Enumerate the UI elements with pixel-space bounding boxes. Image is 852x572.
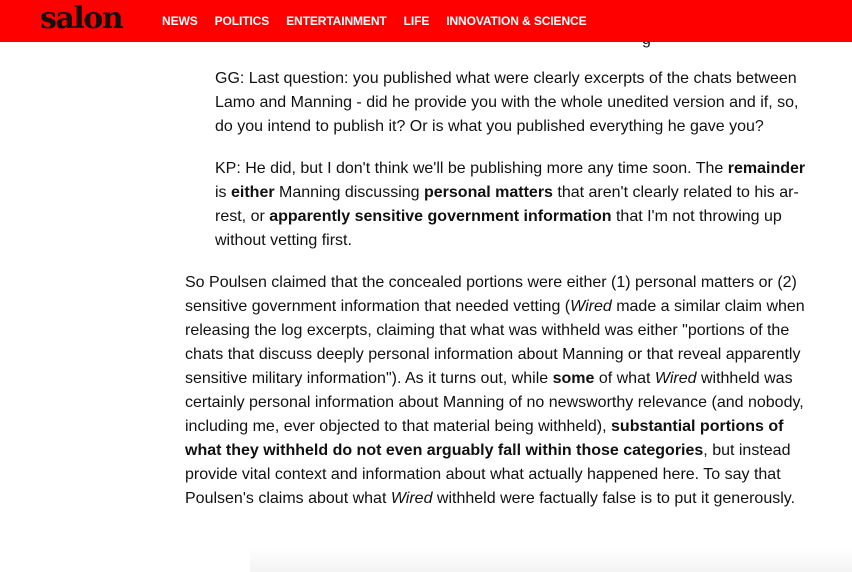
text-segment: that aren't clearly related to his arrest, or	[215, 184, 799, 225]
nav-innovation-science[interactable]: INNOVATION & SCIENCE	[446, 14, 587, 28]
bold-segment: substantial portions of what they withheld do not even arguably fall within those categories	[185, 418, 784, 459]
text-segment: KP: He did, but I don't think we'll be publishing more any time soon. The	[215, 160, 728, 177]
italic-segment: Wired	[390, 490, 433, 507]
quote-text: GG: Last question: you published what were clearly excerpts of the chats between Lamo and Manning - did he provide you with the whole unedited version and if, so, do you intend to publish it? Or is what you published everything he gave you?	[215, 70, 799, 135]
text-segment: Manning discussing	[274, 184, 424, 201]
top-navigation-bar	[0, 0, 852, 42]
italic-segment: Wired	[570, 298, 612, 315]
text-segment: is	[215, 184, 231, 201]
text-segment: withheld was certainly personal information about Manning of no newsworthy relevance (and nobody, including me, ever objected to that material being withheld),	[185, 370, 804, 435]
bottom-shadow	[250, 548, 852, 572]
blockquote-answer	[215, 157, 807, 253]
nav-life[interactable]: LIFE	[403, 14, 430, 28]
blockquote-question	[215, 67, 807, 139]
text-segment: that I'm not throwing up without vetting first.	[215, 208, 782, 249]
nav-politics[interactable]: POLITICS	[214, 14, 270, 28]
text-segment: withheld were factually false is to put it generously.	[432, 490, 796, 507]
bold-segment: either	[231, 184, 275, 201]
bold-segment: some	[552, 370, 595, 387]
nav-entertainment[interactable]: ENTERTAINMENT	[286, 14, 387, 28]
text-segment: made a similar claim when releasing the log excerpts, claiming that what was withheld was either "portions of the chats that discuss deeply personal information about Manning or that reveal apparently sensitive military information"). As it turns out, while	[185, 298, 805, 387]
bold-segment: personal matters	[424, 184, 553, 201]
italic-segment: Wired	[654, 370, 697, 387]
article-paragraph	[185, 271, 807, 511]
salon-logo[interactable]: salon	[40, 1, 123, 36]
text-segment: of what	[594, 370, 655, 387]
nav-news[interactable]: NEWS	[162, 14, 198, 28]
main-nav	[162, 0, 603, 42]
text-segment: , but instead provide vital context and information about what actually happened here. To say that Poulsen's claims about what	[185, 442, 791, 507]
bold-segment: remainder	[727, 160, 806, 177]
text-segment: So Poulsen claimed that the concealed portions were either (1) personal matters or (2) sensitive government information that needed vetting (	[185, 274, 797, 315]
bold-segment: apparently sensitive government information	[269, 208, 612, 225]
